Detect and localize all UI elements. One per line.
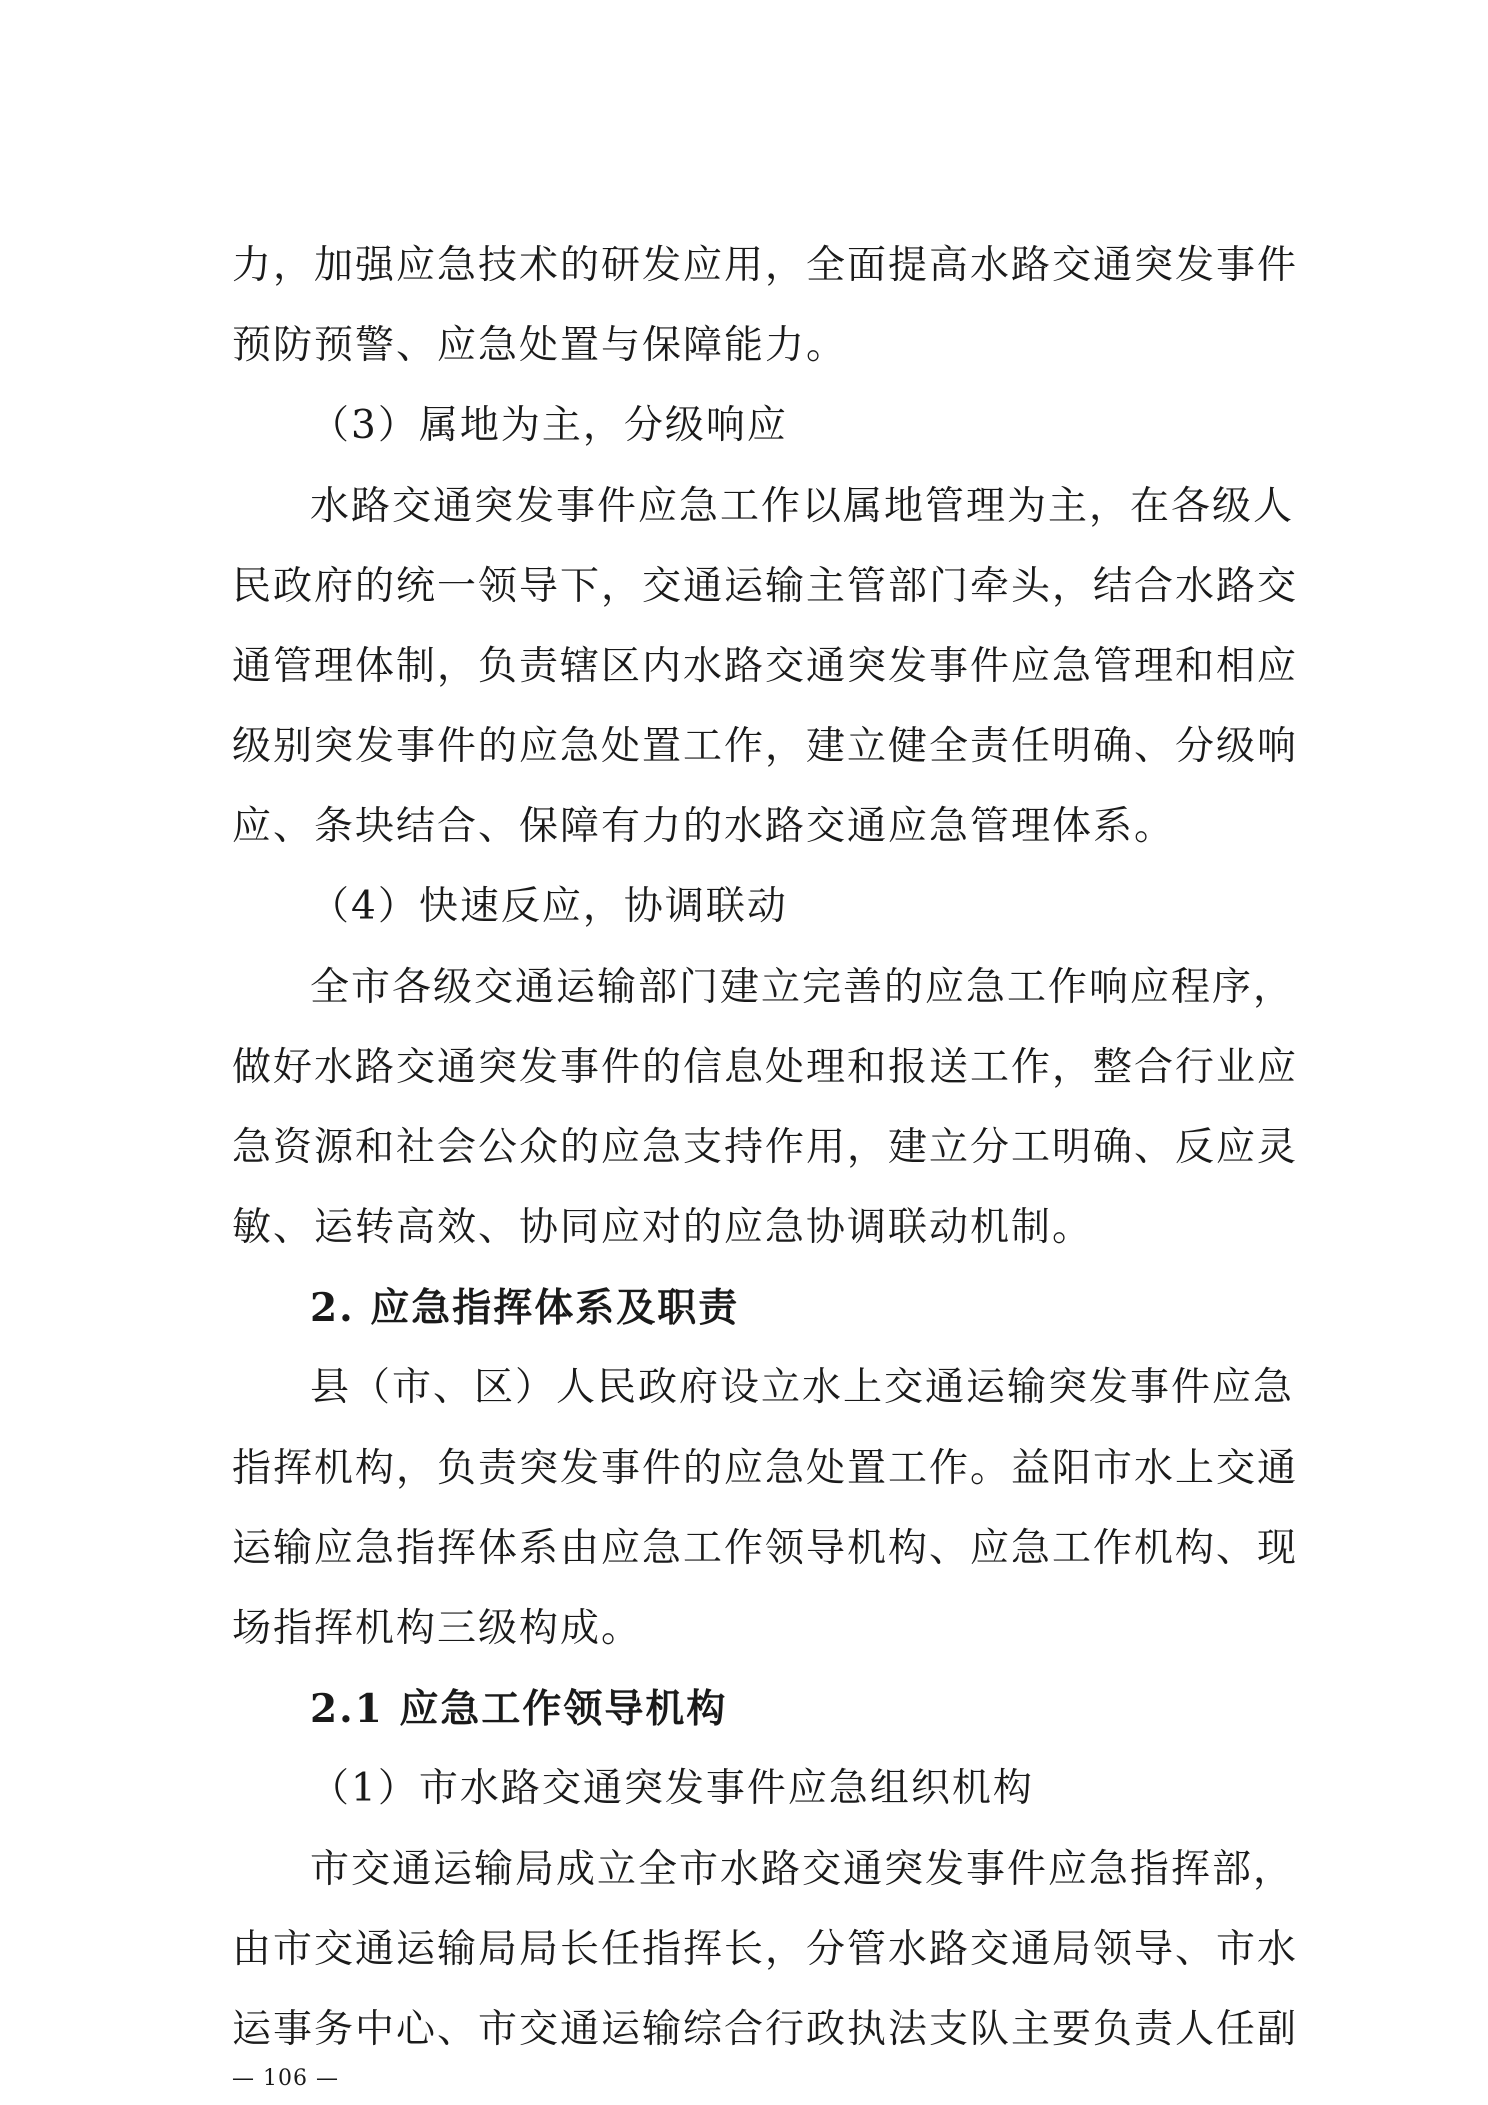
- body-text-line: 力，加强应急技术的研发应用，全面提高水路交通突发事件: [232, 243, 1299, 288]
- body-text-line: 运事务中心、市交通运输综合行政执法支队主要负责人任副: [232, 2007, 1299, 2052]
- body-text-line: 预防预警、应急处置与保障能力。: [232, 323, 848, 368]
- paragraph-first-line: 县（市、区）人民政府设立水上交通运输突发事件应急: [310, 1365, 1295, 1410]
- paragraph-first-line: 全市各级交通运输部门建立完善的应急工作响应程序，: [310, 965, 1295, 1010]
- body-text-line: 运输应急指挥体系由应急工作领导机构、应急工作机构、现: [232, 1526, 1299, 1571]
- body-text-line: 民政府的统一领导下，交通运输主管部门牵头，结合水路交: [232, 564, 1299, 609]
- body-text-line: 通管理体制，负责辖区内水路交通突发事件应急管理和相应: [232, 644, 1299, 689]
- body-text-line: 做好水路交通突发事件的信息处理和报送工作，整合行业应: [232, 1045, 1299, 1090]
- section-heading: 2. 应急指挥体系及职责: [310, 1285, 740, 1331]
- subheading: （3）属地为主，分级响应: [310, 403, 788, 448]
- page-number: — 106 —: [232, 2066, 339, 2091]
- body-text-line: 场指挥机构三级构成。: [232, 1606, 643, 1651]
- body-text-line: 急资源和社会公众的应急支持作用，建立分工明确、反应灵: [232, 1125, 1299, 1170]
- body-text-line: 由市交通运输局局长任指挥长，分管水路交通局领导、市水: [232, 1927, 1299, 1972]
- subheading: （1）市水路交通突发事件应急组织机构: [310, 1766, 1034, 1811]
- section-heading: 2.1 应急工作领导机构: [310, 1686, 728, 1732]
- paragraph-first-line: 市交通运输局成立全市水路交通突发事件应急指挥部，: [310, 1847, 1295, 1892]
- body-text-line: 指挥机构，负责突发事件的应急处置工作。益阳市水上交通: [232, 1446, 1299, 1491]
- subheading: （4）快速反应，协调联动: [310, 884, 788, 929]
- body-text-line: 级别突发事件的应急处置工作，建立健全责任明确、分级响: [232, 724, 1299, 769]
- body-text-line: 应、条块结合、保障有力的水路交通应急管理体系。: [232, 804, 1176, 849]
- paragraph-first-line: 水路交通突发事件应急工作以属地管理为主，在各级人: [310, 484, 1295, 529]
- body-text-line: 敏、运转高效、协同应对的应急协调联动机制。: [232, 1205, 1094, 1250]
